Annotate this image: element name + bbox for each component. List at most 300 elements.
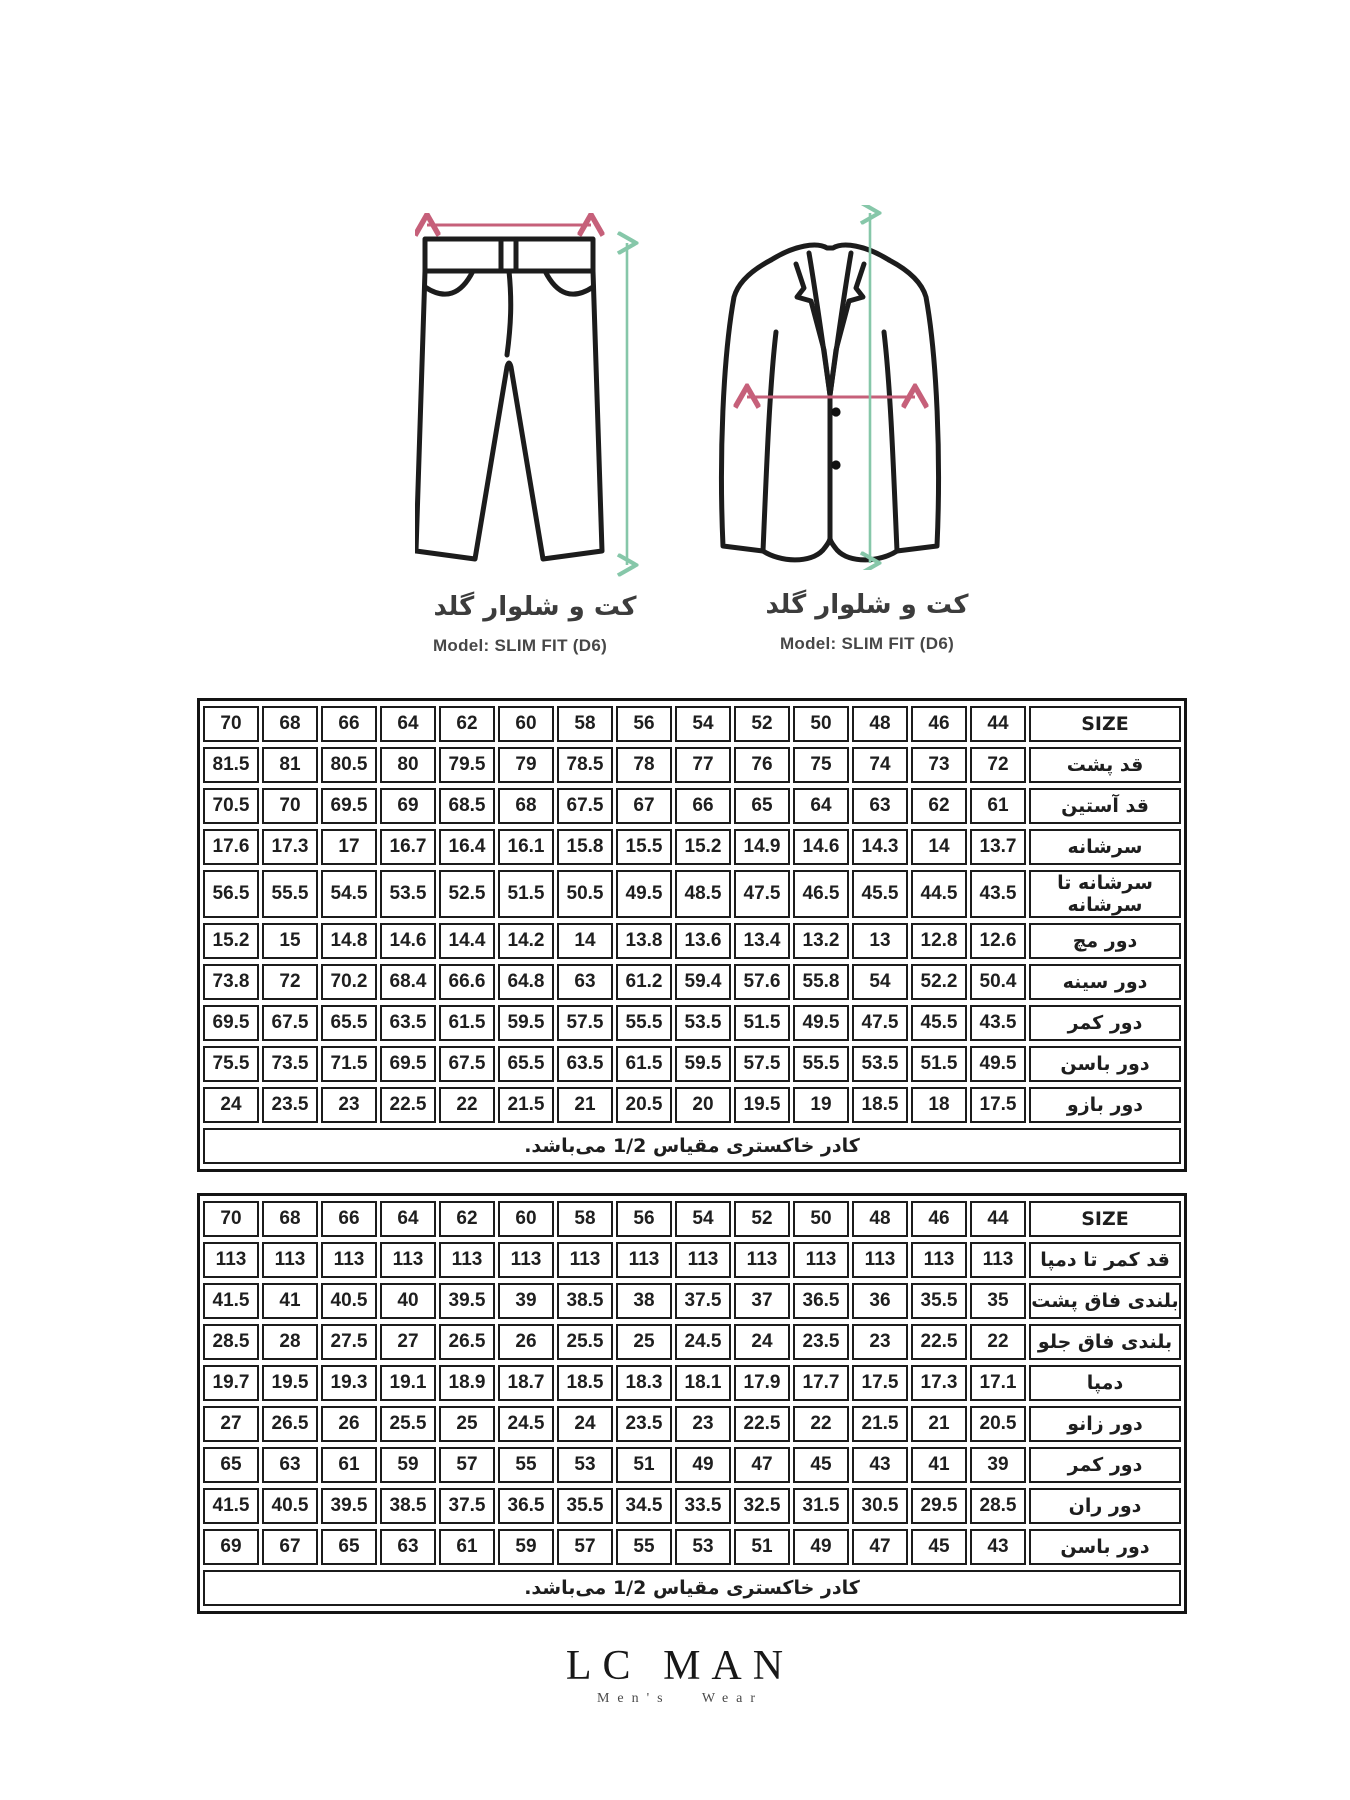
measure-cell: 13.7	[970, 829, 1026, 865]
measure-row	[203, 788, 1181, 824]
measure-cell: 69.5	[203, 1005, 259, 1041]
measure-cell: 57	[557, 1529, 613, 1565]
measure-cell: 43	[970, 1529, 1026, 1565]
measure-cell: 40	[380, 1283, 436, 1319]
measure-cell: 17.5	[970, 1087, 1026, 1123]
measure-cell: 53	[675, 1529, 731, 1565]
measure-cell: 35.5	[557, 1488, 613, 1524]
measure-cell: 69	[203, 1529, 259, 1565]
measure-cell: 80	[380, 747, 436, 783]
measure-cell: 61	[321, 1447, 377, 1483]
measure-cell: 70	[262, 788, 318, 824]
measure-cell: 21.5	[498, 1087, 554, 1123]
measure-cell: 57.6	[734, 964, 790, 1000]
size-header-cell: 70	[203, 706, 259, 742]
jacket-outline	[721, 245, 938, 560]
measure-cell: 14.9	[734, 829, 790, 865]
measure-cell: 64	[793, 788, 849, 824]
measure-cell: 27	[203, 1406, 259, 1442]
measure-cell: 41	[911, 1447, 967, 1483]
measure-cell: 23.5	[262, 1087, 318, 1123]
size-header-cell: 54	[675, 706, 731, 742]
table-footer-row	[203, 1128, 1181, 1164]
size-header-cell: 58	[557, 1201, 613, 1237]
measure-cell: 19.1	[380, 1365, 436, 1401]
measure-cell: 19.5	[734, 1087, 790, 1123]
measure-cell: 17.9	[734, 1365, 790, 1401]
size-header-cell: 66	[321, 706, 377, 742]
measure-cell: 63	[262, 1447, 318, 1483]
measure-cell: 113	[675, 1242, 731, 1278]
measure-cell: 55.8	[793, 964, 849, 1000]
measure-row	[203, 1488, 1181, 1524]
measure-cell: 24	[557, 1406, 613, 1442]
measure-cell: 59	[380, 1447, 436, 1483]
measure-cell: 20.5	[970, 1406, 1026, 1442]
size-header-cell: 48	[852, 706, 908, 742]
measure-cell: 74	[852, 747, 908, 783]
measure-cell: 22	[793, 1406, 849, 1442]
measure-cell: 59.4	[675, 964, 731, 1000]
measure-cell: 17.3	[911, 1365, 967, 1401]
measure-cell: 69	[380, 788, 436, 824]
measure-cell: 24.5	[675, 1324, 731, 1360]
size-header-cell: 44	[970, 706, 1026, 742]
measure-cell: 113	[557, 1242, 613, 1278]
jacket-title: کت و شلوار گلد	[765, 590, 969, 620]
measure-row	[203, 923, 1181, 959]
measure-cell: 16.7	[380, 829, 436, 865]
measure-cell: 39	[970, 1447, 1026, 1483]
measure-cell: 25	[616, 1324, 672, 1360]
measure-cell: 61.5	[439, 1005, 495, 1041]
measure-cell: 28.5	[203, 1324, 259, 1360]
measure-cell: 37	[734, 1283, 790, 1319]
measure-cell: 68.5	[439, 788, 495, 824]
measure-row	[203, 964, 1181, 1000]
measure-cell: 31.5	[793, 1488, 849, 1524]
measure-cell: 63.5	[557, 1046, 613, 1082]
measure-label: دور کمر	[1029, 1447, 1181, 1483]
measure-cell: 62	[911, 788, 967, 824]
measure-cell: 24.5	[498, 1406, 554, 1442]
measure-cell: 19	[793, 1087, 849, 1123]
size-header-cell: 46	[911, 1201, 967, 1237]
measure-cell: 33.5	[675, 1488, 731, 1524]
measure-cell: 51.5	[498, 870, 554, 918]
measure-cell: 43	[852, 1447, 908, 1483]
size-header-row	[203, 1201, 1181, 1237]
measure-cell: 47	[852, 1529, 908, 1565]
measure-cell: 35	[970, 1283, 1026, 1319]
measure-cell: 59.5	[675, 1046, 731, 1082]
measure-cell: 26.5	[439, 1324, 495, 1360]
measure-cell: 65	[203, 1447, 259, 1483]
measure-cell: 59	[498, 1529, 554, 1565]
measure-cell: 15.5	[616, 829, 672, 865]
pants-drawing	[415, 213, 650, 578]
measure-label: دور زانو	[1029, 1406, 1181, 1442]
measure-cell: 69.5	[321, 788, 377, 824]
size-header-cell: 62	[439, 1201, 495, 1237]
measure-cell: 21	[911, 1406, 967, 1442]
measure-cell: 113	[262, 1242, 318, 1278]
measure-cell: 19.5	[262, 1365, 318, 1401]
size-header-cell: 58	[557, 706, 613, 742]
measure-cell: 45.5	[852, 870, 908, 918]
measure-cell: 22	[439, 1087, 495, 1123]
measure-cell: 72	[970, 747, 1026, 783]
measure-cell: 50.5	[557, 870, 613, 918]
measure-cell: 67	[616, 788, 672, 824]
measure-cell: 67.5	[262, 1005, 318, 1041]
measure-cell: 61.2	[616, 964, 672, 1000]
measure-cell: 18.5	[852, 1087, 908, 1123]
measure-cell: 113	[439, 1242, 495, 1278]
measure-row	[203, 1406, 1181, 1442]
measure-row	[203, 1283, 1181, 1319]
measure-cell: 70.2	[321, 964, 377, 1000]
measure-cell: 113	[616, 1242, 672, 1278]
measure-cell: 15.8	[557, 829, 613, 865]
measure-cell: 73.8	[203, 964, 259, 1000]
measure-cell: 63.5	[380, 1005, 436, 1041]
measure-row	[203, 1087, 1181, 1123]
jacket-model-label: Model: SLIM FIT (D6)	[779, 634, 955, 653]
measure-cell: 13.2	[793, 923, 849, 959]
measure-cell: 78	[616, 747, 672, 783]
measure-cell: 27	[380, 1324, 436, 1360]
measure-cell: 19.7	[203, 1365, 259, 1401]
measure-cell: 113	[793, 1242, 849, 1278]
measure-cell: 37.5	[439, 1488, 495, 1524]
measure-label: قد پشت	[1029, 747, 1181, 783]
measure-cell: 41.5	[203, 1283, 259, 1319]
measure-cell: 39	[498, 1283, 554, 1319]
measure-cell: 14.6	[793, 829, 849, 865]
measure-row	[203, 1046, 1181, 1082]
measure-cell: 113	[852, 1242, 908, 1278]
size-header-cell: 56	[616, 706, 672, 742]
measure-cell: 34.5	[616, 1488, 672, 1524]
measure-cell: 25.5	[557, 1324, 613, 1360]
measure-cell: 13	[852, 923, 908, 959]
measure-cell: 68	[498, 788, 554, 824]
size-header-cell: 46	[911, 706, 967, 742]
measure-cell: 70.5	[203, 788, 259, 824]
measure-cell: 67.5	[439, 1046, 495, 1082]
measure-label: دور باسن	[1029, 1529, 1181, 1565]
measure-row	[203, 829, 1181, 865]
measure-cell: 71.5	[321, 1046, 377, 1082]
measure-cell: 36.5	[793, 1283, 849, 1319]
measure-cell: 55.5	[793, 1046, 849, 1082]
measure-cell: 57.5	[734, 1046, 790, 1082]
measure-cell: 49	[793, 1529, 849, 1565]
measure-cell: 49.5	[793, 1005, 849, 1041]
measure-cell: 66	[675, 788, 731, 824]
measure-cell: 65	[734, 788, 790, 824]
measure-cell: 47	[734, 1447, 790, 1483]
measure-cell: 53.5	[380, 870, 436, 918]
measure-cell: 18.3	[616, 1365, 672, 1401]
measure-cell: 18.5	[557, 1365, 613, 1401]
measure-cell: 54	[852, 964, 908, 1000]
measure-cell: 79.5	[439, 747, 495, 783]
measure-cell: 18	[911, 1087, 967, 1123]
measure-cell: 54.5	[321, 870, 377, 918]
measure-cell: 65.5	[498, 1046, 554, 1082]
size-header-label: SIZE	[1029, 706, 1181, 742]
measure-cell: 72	[262, 964, 318, 1000]
size-header-cell: 68	[262, 1201, 318, 1237]
measure-label: بلندی فاق پشت	[1029, 1283, 1181, 1319]
measure-cell: 52.2	[911, 964, 967, 1000]
measure-cell: 23	[852, 1324, 908, 1360]
size-header-row	[203, 706, 1181, 742]
measure-cell: 53.5	[852, 1046, 908, 1082]
measure-row	[203, 1005, 1181, 1041]
measure-cell: 21	[557, 1087, 613, 1123]
measure-label: دور کمر	[1029, 1005, 1181, 1041]
measure-cell: 78.5	[557, 747, 613, 783]
size-header-cell: 48	[852, 1201, 908, 1237]
measure-label: دور باسن	[1029, 1046, 1181, 1082]
measure-cell: 23	[321, 1087, 377, 1123]
measure-label: دمپا	[1029, 1365, 1181, 1401]
measure-cell: 18.9	[439, 1365, 495, 1401]
brand-logo	[500, 1645, 860, 1707]
size-header-cell: 66	[321, 1201, 377, 1237]
measure-cell: 14.3	[852, 829, 908, 865]
measure-row	[203, 1529, 1181, 1565]
measure-cell: 25	[439, 1406, 495, 1442]
measure-cell: 17.7	[793, 1365, 849, 1401]
measure-label: دور مچ	[1029, 923, 1181, 959]
measure-cell: 38	[616, 1283, 672, 1319]
size-header-cell: 70	[203, 1201, 259, 1237]
measure-cell: 53	[557, 1447, 613, 1483]
measure-cell: 16.1	[498, 829, 554, 865]
measure-cell: 14	[911, 829, 967, 865]
measure-cell: 13.6	[675, 923, 731, 959]
measure-cell: 22.5	[734, 1406, 790, 1442]
measure-cell: 23.5	[616, 1406, 672, 1442]
measure-cell: 55.5	[262, 870, 318, 918]
size-header-cell: 56	[616, 1201, 672, 1237]
measure-cell: 14.8	[321, 923, 377, 959]
size-header-cell: 52	[734, 706, 790, 742]
measure-cell: 17.3	[262, 829, 318, 865]
jacket-size-table	[197, 698, 1187, 1172]
jacket-buttons	[831, 407, 840, 469]
measure-cell: 47.5	[734, 870, 790, 918]
measure-cell: 113	[911, 1242, 967, 1278]
measure-cell: 45	[911, 1529, 967, 1565]
measure-cell: 39.5	[321, 1488, 377, 1524]
measure-cell: 18.1	[675, 1365, 731, 1401]
size-header-cell: 44	[970, 1201, 1026, 1237]
measure-cell: 47.5	[852, 1005, 908, 1041]
measure-cell: 63	[380, 1529, 436, 1565]
measure-cell: 44.5	[911, 870, 967, 918]
measure-cell: 15	[262, 923, 318, 959]
measure-cell: 57.5	[557, 1005, 613, 1041]
measure-cell: 26	[321, 1406, 377, 1442]
measure-cell: 20.5	[616, 1087, 672, 1123]
measure-cell: 59.5	[498, 1005, 554, 1041]
measure-row	[203, 1324, 1181, 1360]
measure-cell: 22.5	[380, 1087, 436, 1123]
measure-cell: 16.4	[439, 829, 495, 865]
measure-label: قد آستین	[1029, 788, 1181, 824]
measure-cell: 53.5	[675, 1005, 731, 1041]
measure-row	[203, 1242, 1181, 1278]
measure-cell: 23	[675, 1406, 731, 1442]
measure-cell: 17.5	[852, 1365, 908, 1401]
pants-model-label: Model: SLIM FIT (D6)	[432, 636, 608, 655]
measure-cell: 48.5	[675, 870, 731, 918]
pants-size-table	[197, 1193, 1187, 1614]
measure-cell: 113	[734, 1242, 790, 1278]
size-header-cell: 50	[793, 1201, 849, 1237]
size-header-cell: 54	[675, 1201, 731, 1237]
measure-cell: 73	[911, 747, 967, 783]
measure-cell: 24	[203, 1087, 259, 1123]
measure-label: قد کمر تا دمپا	[1029, 1242, 1181, 1278]
measure-cell: 50.4	[970, 964, 1026, 1000]
measure-cell: 49	[675, 1447, 731, 1483]
measure-cell: 64.8	[498, 964, 554, 1000]
brand-name: LC MAN	[565, 1643, 795, 1689]
measure-cell: 79	[498, 747, 554, 783]
measure-cell: 27.5	[321, 1324, 377, 1360]
measure-cell: 43.5	[970, 870, 1026, 918]
measure-cell: 67.5	[557, 788, 613, 824]
size-header-cell: 50	[793, 706, 849, 742]
measure-cell: 37.5	[675, 1283, 731, 1319]
measure-cell: 113	[970, 1242, 1026, 1278]
measure-cell: 26	[498, 1324, 554, 1360]
scale-note: کادر خاکستری مقیاس 1/2 می‌باشد.	[203, 1128, 1181, 1164]
measure-cell: 75.5	[203, 1046, 259, 1082]
measure-row	[203, 747, 1181, 783]
measure-cell: 51	[616, 1447, 672, 1483]
measure-cell: 21.5	[852, 1406, 908, 1442]
measure-cell: 56.5	[203, 870, 259, 918]
measure-cell: 13.8	[616, 923, 672, 959]
measure-cell: 61	[439, 1529, 495, 1565]
measure-row	[203, 870, 1181, 918]
measure-cell: 36	[852, 1283, 908, 1319]
measure-label: بلندی فاق جلو	[1029, 1324, 1181, 1360]
measure-cell: 12.8	[911, 923, 967, 959]
measure-cell: 12.6	[970, 923, 1026, 959]
measure-cell: 63	[852, 788, 908, 824]
measure-cell: 43.5	[970, 1005, 1026, 1041]
measure-cell: 17.6	[203, 829, 259, 865]
measure-cell: 51.5	[911, 1046, 967, 1082]
table-footer-row	[203, 1570, 1181, 1606]
measure-cell: 17.1	[970, 1365, 1026, 1401]
measure-cell: 39.5	[439, 1283, 495, 1319]
measure-cell: 20	[675, 1087, 731, 1123]
measure-cell: 19.3	[321, 1365, 377, 1401]
measure-cell: 38.5	[380, 1488, 436, 1524]
size-header-cell: 64	[380, 1201, 436, 1237]
measure-row	[203, 1447, 1181, 1483]
measure-cell: 55	[616, 1529, 672, 1565]
measure-cell: 14	[557, 923, 613, 959]
measure-cell: 45	[793, 1447, 849, 1483]
measure-label: دور بازو	[1029, 1087, 1181, 1123]
measure-cell: 32.5	[734, 1488, 790, 1524]
measure-cell: 76	[734, 747, 790, 783]
measure-cell: 35.5	[911, 1283, 967, 1319]
size-header-cell: 64	[380, 706, 436, 742]
measure-cell: 75	[793, 747, 849, 783]
measure-cell: 55	[498, 1447, 554, 1483]
measure-cell: 14.4	[439, 923, 495, 959]
measure-cell: 113	[380, 1242, 436, 1278]
measure-cell: 69.5	[380, 1046, 436, 1082]
measure-label: دور ران	[1029, 1488, 1181, 1524]
measure-cell: 68.4	[380, 964, 436, 1000]
measure-label: دور سینه	[1029, 964, 1181, 1000]
size-header-label: SIZE	[1029, 1201, 1181, 1237]
measure-cell: 30.5	[852, 1488, 908, 1524]
measure-cell: 61.5	[616, 1046, 672, 1082]
measure-label: سرشانه تا سرشانه	[1029, 870, 1181, 918]
measure-cell: 41	[262, 1283, 318, 1319]
measure-cell: 18.7	[498, 1365, 554, 1401]
scale-note: کادر خاکستری مقیاس 1/2 می‌باشد.	[203, 1570, 1181, 1606]
measure-cell: 14.2	[498, 923, 554, 959]
measure-cell: 26.5	[262, 1406, 318, 1442]
measure-cell: 14.6	[380, 923, 436, 959]
measure-cell: 51.5	[734, 1005, 790, 1041]
measure-cell: 17	[321, 829, 377, 865]
measure-cell: 67	[262, 1529, 318, 1565]
measure-cell: 22.5	[911, 1324, 967, 1360]
measure-cell: 113	[203, 1242, 259, 1278]
measure-cell: 38.5	[557, 1283, 613, 1319]
measure-cell: 40.5	[262, 1488, 318, 1524]
measure-cell: 22	[970, 1324, 1026, 1360]
measure-cell: 77	[675, 747, 731, 783]
measure-cell: 61	[970, 788, 1026, 824]
measure-label: سرشانه	[1029, 829, 1181, 865]
measure-cell: 113	[498, 1242, 554, 1278]
measure-cell: 40.5	[321, 1283, 377, 1319]
measure-cell: 65	[321, 1529, 377, 1565]
measure-cell: 25.5	[380, 1406, 436, 1442]
measure-cell: 41.5	[203, 1488, 259, 1524]
measure-cell: 15.2	[675, 829, 731, 865]
measure-cell: 65.5	[321, 1005, 377, 1041]
pants-outline	[416, 239, 602, 559]
brand-subtitle: Men's Wear	[596, 1691, 764, 1706]
measure-cell: 15.2	[203, 923, 259, 959]
measure-cell: 51	[734, 1529, 790, 1565]
measure-cell: 66.6	[439, 964, 495, 1000]
measure-cell: 49.5	[616, 870, 672, 918]
jacket-drawing	[695, 205, 965, 570]
size-header-cell: 68	[262, 706, 318, 742]
measure-cell: 81.5	[203, 747, 259, 783]
measure-cell: 28	[262, 1324, 318, 1360]
measure-cell: 36.5	[498, 1488, 554, 1524]
